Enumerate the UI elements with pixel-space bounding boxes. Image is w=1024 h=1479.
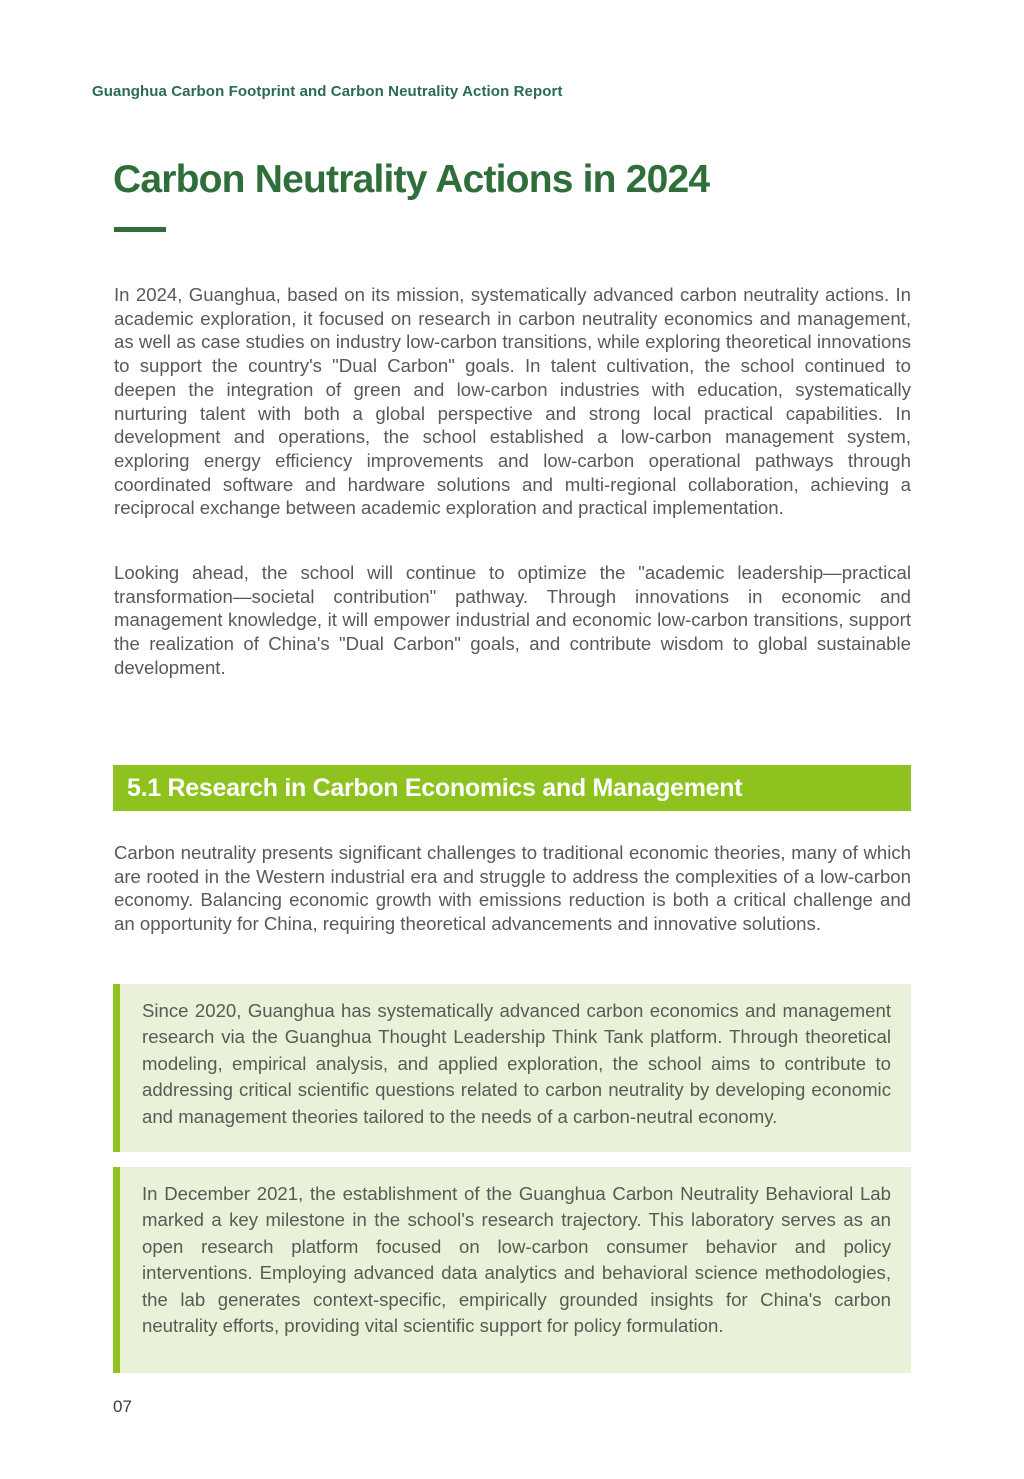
section-paragraph: Carbon neutrality presents significant challenges to traditional economic theories, many of which are rooted in the Western industrial era and struggle to address the complexities of a low-carbon economy. Balancing economic growth with emissions reduction is both a critical challenge and an opportunity for China, requiring theoretical advancements and innovative solutions. bbox=[114, 842, 911, 935]
callout-box-behavioral-lab bbox=[113, 1167, 911, 1373]
intro-paragraph-2: Looking ahead, the school will continue to optimize the "academic leadership—practical transformation—societal contribution" pathway. Through innovations in economic and management knowledge, it will empower industrial and economic low-carbon transitions, support the realization of China's "Dual Carbon" goals, and contribute wisdom to global sustainable development. bbox=[114, 562, 911, 678]
callout-box-think-tank bbox=[113, 984, 911, 1152]
intro-paragraph-1: In 2024, Guanghua, based on its mission, systematically advanced carbon neutrality actions. In academic exploration, it focused on research in carbon neutrality economics and management, as well as case studies on industry low-carbon transitions, while exploring theoretical innovations to support the country's "Dual Carbon" goals. In talent cultivation, the school continued to deepen the integration of green and low-carbon industries with education, systematically nurturing talent with both a global perspective and strong local practical capabilities. In development and operations, the school established a low-carbon management system, exploring energy efficiency improvements and low-carbon operational pathways through coordinated software and hardware solutions and multi-regional collaboration, achieving a reciprocal exchange between academic exploration and practical implementation. bbox=[114, 284, 911, 519]
page-number: 07 bbox=[113, 1397, 132, 1416]
title-dash-divider bbox=[114, 227, 166, 232]
callout-text: In December 2021, the establishment of the Guanghua Carbon Neutrality Behavioral Lab marked a key milestone in the school's research trajectory. This laboratory serves as an open research platform focused on low-carbon consumer behavior and policy interventions. Employing advanced data analytics and behavioral science methodologies, the lab generates context-specific, empirically grounded insights for China's carbon neutrality efforts, providing vital scientific support for policy formulation. bbox=[142, 1183, 891, 1337]
report-header: Guanghua Carbon Footprint and Carbon Neutrality Action Report bbox=[92, 83, 563, 100]
callout-text: Since 2020, Guanghua has systematically advanced carbon economics and management research via the Guanghua Thought Leadership Think Tank platform. Through theoretical modeling, empirical analysis, and applied exploration, the school aims to contribute to addressing critical scientific questions related to carbon neutrality by developing economic and management theories tailored to the needs of a carbon-neutral economy. bbox=[142, 1000, 891, 1127]
page-title: Carbon Neutrality Actions in 2024 bbox=[113, 158, 710, 201]
section-heading-banner: 5.1 Research in Carbon Economics and Management bbox=[113, 765, 911, 811]
